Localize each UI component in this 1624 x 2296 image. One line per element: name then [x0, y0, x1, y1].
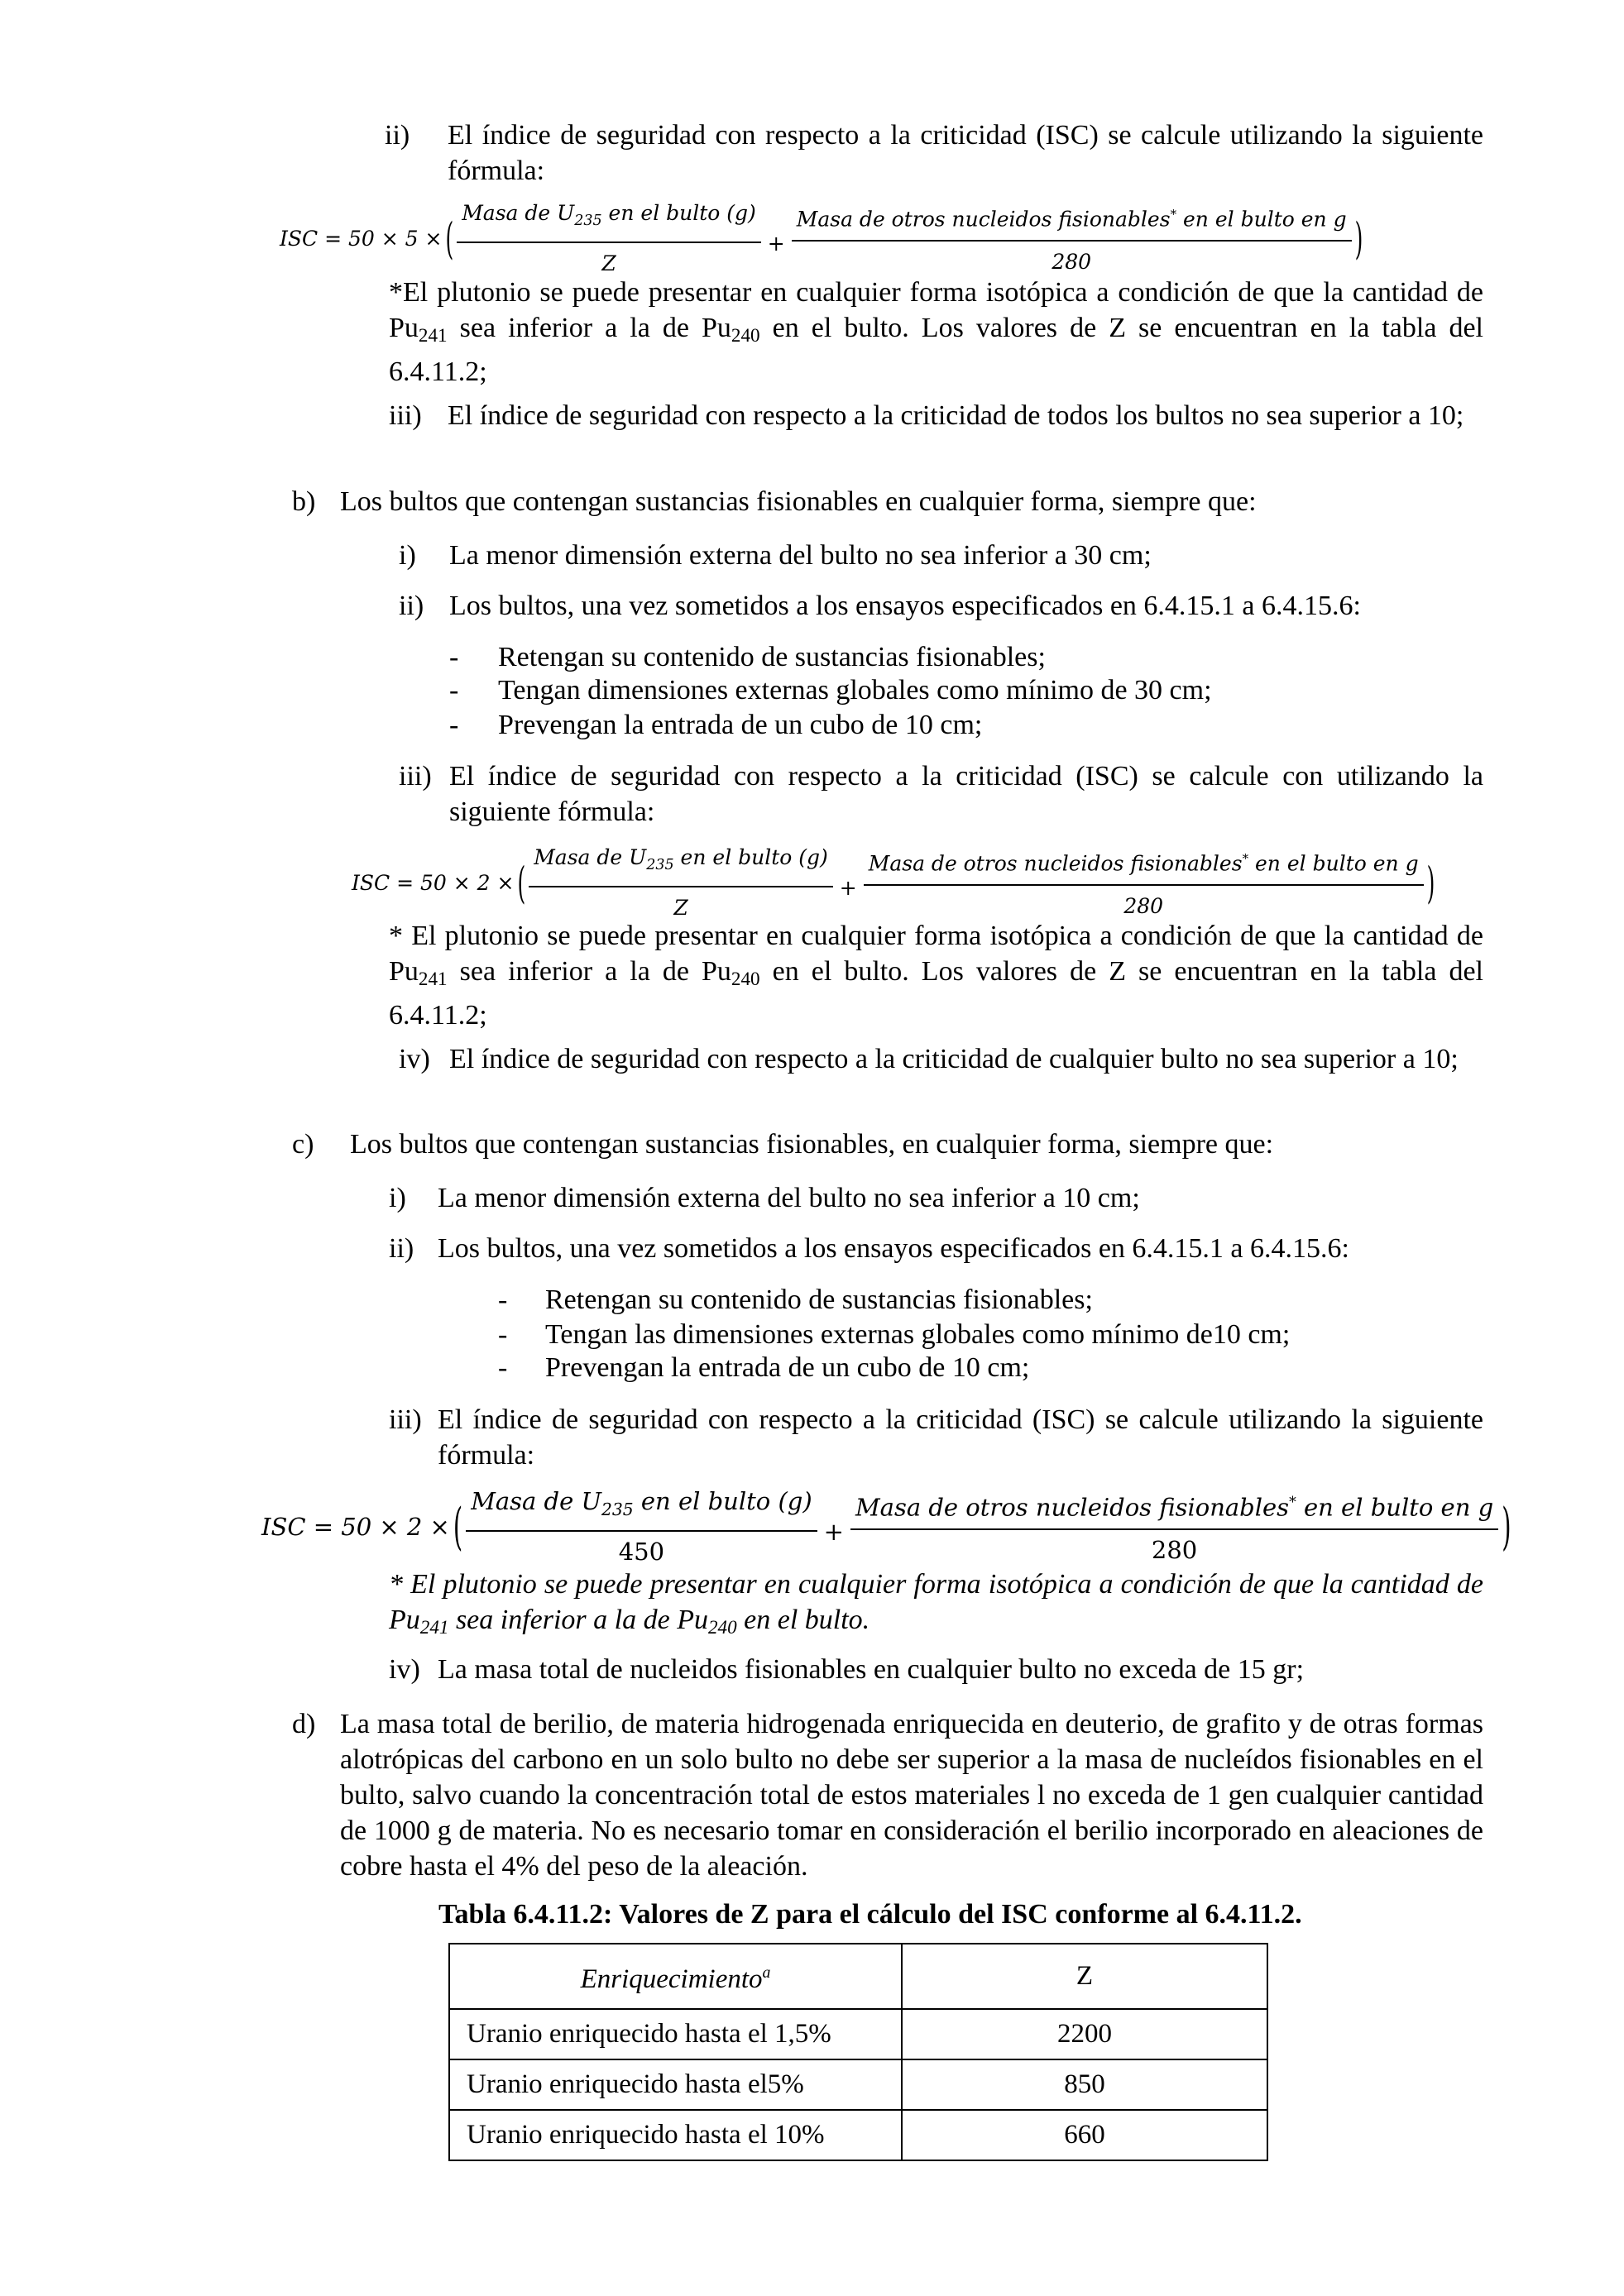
- formula-3-num2-sup: *: [1289, 1495, 1296, 1512]
- footnote-plutonium-2: [389, 918, 1483, 1033]
- item-marker-a-ii: ii): [385, 120, 410, 151]
- item-marker-d: d): [292, 1709, 316, 1739]
- table-cell-enrichment: Uranio enriquecido hasta el 10%: [449, 2110, 902, 2160]
- item-marker-c-iii: iii): [389, 1404, 422, 1435]
- table-cell-enrichment: Uranio enriquecido hasta el5%: [449, 2059, 902, 2110]
- note-3-part-1: * El plutonio se puede presentar en cualquier forma isotópica a condición de que la cantidad de Pu: [389, 1569, 1483, 1635]
- formula-3-num1-sub: 235: [601, 1500, 634, 1520]
- item-b-iii-text: El índice de seguridad con respecto a la criticidad (ISC) se calcule con utilizando la siguiente fórmula:: [449, 761, 1483, 827]
- note-3-part-2: sea inferior a la de Pu: [448, 1605, 708, 1635]
- table-cell-z: 850: [902, 2059, 1267, 2110]
- formula-3-den1: 450: [618, 1538, 665, 1567]
- footnote-plutonium-3: [389, 1567, 1483, 1646]
- table-cell-z: 2200: [902, 2009, 1267, 2059]
- note-2-part-2: sea inferior a la de Pu: [447, 956, 731, 987]
- item-marker-b-iv: iv): [399, 1044, 430, 1074]
- table-header-enrichment: [449, 1944, 902, 2009]
- formula-1-fraction-1: [457, 195, 761, 281]
- formula-3-lhs: ISC = 50 × 2 ×: [261, 1512, 450, 1541]
- item-b-ii-text: Los bultos, una vez sometidos a los ensayos especificados en 6.4.15.1 a 6.4.15.6:: [449, 591, 1361, 621]
- item-c-ii-text: Los bultos, una vez sometidos a los ensayos especificados en 6.4.15.1 a 6.4.15.6:: [438, 1233, 1349, 1264]
- formula-2-close-paren: ): [1426, 857, 1435, 908]
- formula-1-den2: 280: [1052, 249, 1092, 274]
- table-row: [449, 2059, 1267, 2110]
- formula-3-close-paren: ): [1502, 1496, 1511, 1556]
- item-c-iii-text: El índice de seguridad con respecto a la criticidad (ISC) se calcule utilizando la siguiente fórmula:: [438, 1404, 1483, 1471]
- item-b-text: Los bultos que contengan sustancias fisionables en cualquier forma, siempre que:: [340, 486, 1257, 517]
- formula-1-num2-post: en el bulto en g: [1176, 207, 1347, 232]
- list-item-text: Retengan su contenido de sustancias fisionables;: [498, 642, 1046, 672]
- item-marker-c-i: i): [389, 1183, 406, 1213]
- formula-1-lhs: ISC = 50 × 5 ×: [280, 226, 443, 251]
- item-marker-c: c): [292, 1129, 314, 1160]
- table-caption: Tabla 6.4.11.2: Valores de Z para el cálculo del ISC conforme al 6.4.11.2.: [438, 1899, 1302, 1930]
- formula-2-fraction-1: [529, 839, 833, 926]
- item-marker-a-iii: iii): [389, 400, 422, 431]
- item-a-ii-text: El índice de seguridad con respecto a la criticidad (ISC) se calcule utilizando la siguiente fórmula:: [448, 120, 1483, 186]
- plus-sign: +: [823, 1517, 844, 1546]
- formula-3-num2-post: en el bulto en g: [1296, 1493, 1494, 1522]
- note-1-part-3: en el bulto. Los valores de Z se encuentran en la tabla del 6.4.11.2;: [389, 313, 1483, 387]
- item-c-i-text: La menor dimensión externa del bulto no sea inferior a 10 cm;: [438, 1183, 1140, 1213]
- item-c-iv-text: La masa total de nucleidos fisionables en cualquier bulto no exceda de 15 gr;: [438, 1654, 1305, 1685]
- formula-3-num1-post: en el bulto (g): [633, 1487, 812, 1515]
- header-enrichment-text: Enriquecimiento: [580, 1964, 763, 1994]
- note-3-sub-1: 241: [419, 1616, 449, 1638]
- formula-1-den1: Z: [601, 251, 616, 276]
- formula-3-num2: Masa de otros nucleidos fisionables: [855, 1493, 1290, 1522]
- formula-3-den2: 280: [1151, 1535, 1198, 1564]
- formula-2-fraction-2: [864, 841, 1424, 923]
- formula-1-close-paren: ): [1354, 213, 1363, 264]
- isc-formula-3: [261, 1484, 1515, 1570]
- item-marker-c-iv: iv): [389, 1654, 420, 1685]
- item-b-iv-text: El índice de seguridad con respecto a la criticidad de cualquier bulto no sea superior a 10;: [449, 1044, 1459, 1074]
- item-marker-b-iii: iii): [399, 761, 432, 792]
- note-1-sub-2: 240: [731, 324, 760, 347]
- item-c-text: Los bultos que contengan sustancias fisionables, en cualquier forma, siempre que:: [350, 1129, 1274, 1160]
- isc-formula-1: [280, 195, 1366, 281]
- table-header-z: Z: [902, 1944, 1267, 2009]
- dash-bullet: -: [498, 1284, 508, 1315]
- formula-3-open-paren: (: [453, 1496, 463, 1556]
- formula-2-num2-post: en el bulto en g: [1248, 851, 1419, 876]
- formula-3-fraction-1: [466, 1484, 817, 1570]
- note-1-part-2: sea inferior a la de Pu: [447, 313, 731, 343]
- formula-3-fraction-2: [850, 1485, 1498, 1568]
- formula-1-num2: Masa de otros nucleidos fisionables: [796, 207, 1171, 232]
- plus-sign: +: [839, 875, 857, 900]
- table-cell-enrichment: Uranio enriquecido hasta el 1,5%: [449, 2009, 902, 2059]
- dash-bullet: -: [449, 675, 459, 706]
- formula-1-num1-sub: 235: [574, 213, 602, 230]
- note-2-sub-1: 241: [418, 968, 448, 990]
- list-item-text: Prevengan la entrada de un cubo de 10 cm;: [545, 1352, 1030, 1383]
- item-a-iii-text: El índice de seguridad con respecto a la criticidad de todos los bultos no sea superior a 10;: [448, 400, 1464, 431]
- plus-sign: +: [767, 231, 785, 256]
- note-2-sub-2: 240: [731, 968, 760, 990]
- formula-1-num1: Masa de U: [462, 201, 575, 225]
- formula-1-fraction-2: [792, 197, 1352, 279]
- item-marker-b-ii: ii): [399, 591, 424, 621]
- formula-1-open-paren: (: [445, 213, 454, 264]
- formula-2-num1-post: en el bulto (g): [673, 845, 828, 869]
- z-values-table: [448, 1943, 1268, 2161]
- note-2-part-1: * El plutonio se puede presentar en cualquier forma isotópica a condición de que la cantidad de Pu: [389, 921, 1483, 987]
- formula-1-num2-sup: *: [1170, 207, 1177, 222]
- formula-1-num1-post: en el bulto (g): [601, 201, 756, 225]
- note-1-sub-1: 241: [418, 324, 448, 347]
- formula-2-den2: 280: [1123, 893, 1164, 918]
- note-1-part-1: *El plutonio se puede presentar en cualquier forma isotópica a condición de que la cantidad de Pu: [389, 277, 1483, 343]
- formula-2-open-paren: (: [517, 857, 526, 908]
- formula-2-den1: Z: [673, 896, 688, 921]
- note-3-sub-2: 240: [707, 1616, 737, 1638]
- formula-2-num2: Masa de otros nucleidos fisionables: [868, 851, 1243, 876]
- list-item-text: Tengan dimensiones externas globales como mínimo de 30 cm;: [498, 675, 1212, 706]
- dash-bullet: -: [449, 642, 459, 672]
- table-cell-z: 660: [902, 2110, 1267, 2160]
- formula-2-lhs: ISC = 50 × 2 ×: [352, 870, 515, 895]
- item-marker-c-ii: ii): [389, 1233, 414, 1264]
- note-2-part-3: en el bulto. Los valores de Z se encuentran en la tabla del 6.4.11.2;: [389, 956, 1483, 1031]
- formula-3-num1: Masa de U: [471, 1487, 601, 1515]
- formula-2-num1: Masa de U: [534, 845, 647, 869]
- item-b-i-text: La menor dimensión externa del bulto no sea inferior a 30 cm;: [449, 540, 1152, 571]
- dash-bullet: -: [498, 1319, 508, 1350]
- item-marker-b: b): [292, 486, 316, 517]
- item-marker-b-i: i): [399, 540, 416, 571]
- dash-bullet: -: [498, 1352, 508, 1383]
- footnote-plutonium-1: [389, 275, 1483, 390]
- formula-2-num1-sub: 235: [646, 857, 674, 874]
- note-3-part-3: en el bulto.: [736, 1605, 870, 1635]
- list-item-text: Prevengan la entrada de un cubo de 10 cm;: [498, 710, 983, 740]
- table-row: [449, 2009, 1267, 2059]
- isc-formula-2: [352, 839, 1438, 926]
- table-row: [449, 2110, 1267, 2160]
- list-item-text: Retengan su contenido de sustancias fisionables;: [545, 1284, 1093, 1315]
- dash-bullet: -: [449, 710, 459, 740]
- header-enrichment-sup: a: [762, 1964, 771, 1982]
- list-item-text: Tengan las dimensiones externas globales como mínimo de10 cm;: [545, 1319, 1291, 1350]
- formula-2-num2-sup: *: [1242, 851, 1249, 867]
- item-d-text: La masa total de berilio, de materia hidrogenada enriquecida en deuterio, de grafito y de otras formas alotrópicas del carbono en un solo bulto no debe ser superior a la masa de nucleídos fisionables en el bulto, salvo cuando la concentración total de estos materiales l no exceda de 1 gen cualquier cantidad de 1000 g de materia. No es necesario tomar en consideración el berilio incorporado en aleaciones de cobre hasta el 4% del peso de la aleación.: [340, 1709, 1483, 1882]
- table-header-row: [449, 1944, 1267, 2009]
